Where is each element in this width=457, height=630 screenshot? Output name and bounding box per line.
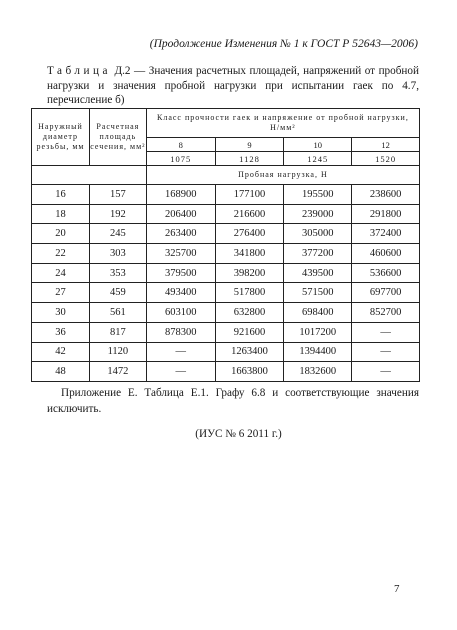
table-cell: 263400 <box>146 224 215 244</box>
stress-12: 1520 <box>352 152 420 166</box>
table-cell: 398200 <box>215 263 284 283</box>
col-header-area: Расчетная площадь сечения, мм² <box>89 109 146 166</box>
caption-label: Таблица <box>47 65 111 77</box>
table-cell: 852700 <box>352 303 420 323</box>
table-caption <box>47 64 419 108</box>
table-cell: 157 <box>89 185 146 205</box>
caption-text: Д.2 — Значения расчетных площадей, напряжений от пробной нагрузки и значения пробной нагрузки при испытании гаек по 4.7, перечисление б) <box>47 65 419 106</box>
table-cell: 18 <box>32 204 90 224</box>
table-row <box>32 283 420 303</box>
table-cell: 216600 <box>215 204 284 224</box>
table-cell: 341800 <box>215 244 284 264</box>
table-cell: 561 <box>89 303 146 323</box>
table-cell: 1472 <box>89 362 146 382</box>
table-cell: 1663800 <box>215 362 284 382</box>
stress-9: 1128 <box>215 152 284 166</box>
table-cell: 36 <box>32 322 90 342</box>
table-cell: 460600 <box>352 244 420 264</box>
table-cell: 698400 <box>284 303 352 323</box>
table-cell: 42 <box>32 342 90 362</box>
table-cell: 603100 <box>146 303 215 323</box>
running-header: (Продолжение Изменения № 1 к ГОСТ Р 52643—2006) <box>149 38 418 50</box>
table-cell: 24 <box>32 263 90 283</box>
table-cell: — <box>352 362 420 382</box>
table-cell: 22 <box>32 244 90 264</box>
table-cell: 192 <box>89 204 146 224</box>
table-cell: 239000 <box>284 204 352 224</box>
table-cell: 459 <box>89 283 146 303</box>
table-cell: 20 <box>32 224 90 244</box>
table-cell: 571500 <box>284 283 352 303</box>
table-row <box>32 342 420 362</box>
col-header-diameter: Наружный диаметр резьбы, мм <box>32 109 90 166</box>
table-row <box>32 322 420 342</box>
col-header-class: Класс прочности гаек и напряжение от пробной нагрузки, Н/мм² <box>146 109 419 138</box>
table-cell: — <box>352 322 420 342</box>
ius-reference: (ИУС № 6 2011 г.) <box>195 428 282 440</box>
table-cell: 1394400 <box>284 342 352 362</box>
table-cell: 1263400 <box>215 342 284 362</box>
table-cell: — <box>146 342 215 362</box>
table-cell: — <box>146 362 215 382</box>
load-table <box>31 108 420 382</box>
table-cell: — <box>352 342 420 362</box>
appendix-note: Приложение Е. Таблица Е.1. Графу 6.8 и соответствующие значения исключить. <box>47 387 419 415</box>
table-cell: 177100 <box>215 185 284 205</box>
table-cell: 878300 <box>146 322 215 342</box>
class-9: 9 <box>215 138 284 152</box>
class-8: 8 <box>146 138 215 152</box>
table-cell: 517800 <box>215 283 284 303</box>
load-header: Пробная нагрузка, Н <box>146 166 419 185</box>
class-10: 10 <box>284 138 352 152</box>
table-cell: 27 <box>32 283 90 303</box>
table-cell: 276400 <box>215 224 284 244</box>
table-cell: 48 <box>32 362 90 382</box>
stress-8: 1075 <box>146 152 215 166</box>
table-cell: 1017200 <box>284 322 352 342</box>
table-cell: 697700 <box>352 283 420 303</box>
table-row <box>32 303 420 323</box>
stress-10: 1245 <box>284 152 352 166</box>
table-row <box>32 185 420 205</box>
table-cell: 303 <box>89 244 146 264</box>
table-cell: 353 <box>89 263 146 283</box>
table-cell: 291800 <box>352 204 420 224</box>
table-cell: 817 <box>89 322 146 342</box>
page-number: 7 <box>394 583 400 595</box>
table-row <box>32 263 420 283</box>
table-cell: 206400 <box>146 204 215 224</box>
table-cell: 536600 <box>352 263 420 283</box>
table-cell: 493400 <box>146 283 215 303</box>
table-cell: 1120 <box>89 342 146 362</box>
table-cell: 632800 <box>215 303 284 323</box>
table-cell: 30 <box>32 303 90 323</box>
class-12: 12 <box>352 138 420 152</box>
table-row <box>32 204 420 224</box>
load-header-spacer <box>32 166 147 185</box>
table-row <box>32 244 420 264</box>
table-cell: 325700 <box>146 244 215 264</box>
table-cell: 16 <box>32 185 90 205</box>
table-cell: 439500 <box>284 263 352 283</box>
table-cell: 379500 <box>146 263 215 283</box>
table-cell: 168900 <box>146 185 215 205</box>
table-cell: 238600 <box>352 185 420 205</box>
table-cell: 305000 <box>284 224 352 244</box>
table-cell: 377200 <box>284 244 352 264</box>
table-row <box>32 362 420 382</box>
table-cell: 245 <box>89 224 146 244</box>
table-row <box>32 224 420 244</box>
table-cell: 195500 <box>284 185 352 205</box>
table-cell: 1832600 <box>284 362 352 382</box>
table-cell: 921600 <box>215 322 284 342</box>
table-cell: 372400 <box>352 224 420 244</box>
